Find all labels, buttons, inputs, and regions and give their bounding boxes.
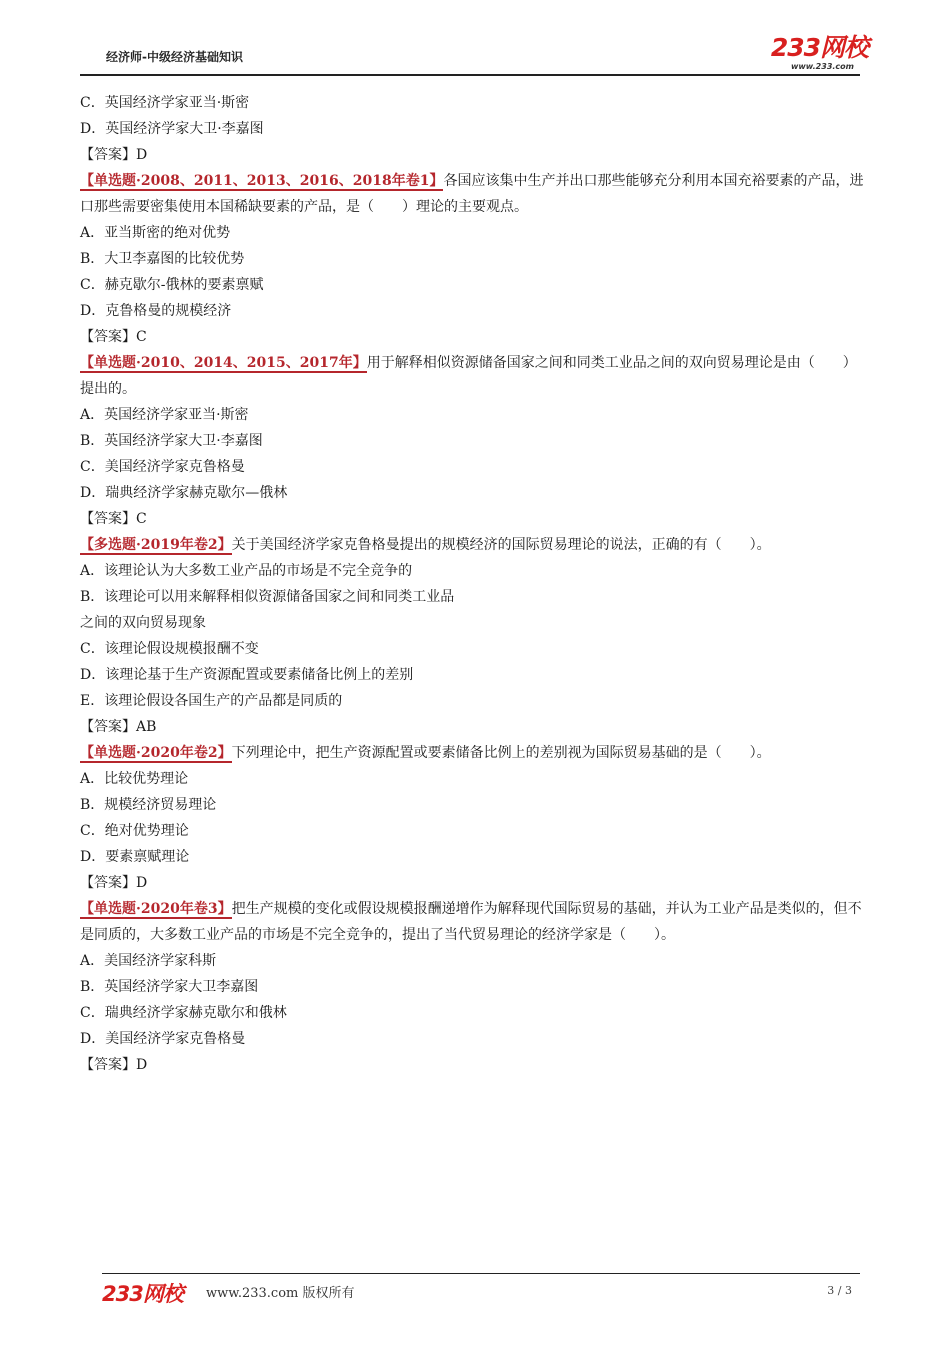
option-line: A．美国经济学家科斯 [80,953,217,969]
answer-line: 【答案】C [80,329,147,345]
option-line: C．该理论假设规模报酬不变 [80,641,259,657]
option-line: C．赫克歇尔-俄林的要素禀赋 [80,277,264,293]
question-tag: 【单选题·2020年卷2】 [80,745,232,761]
answer-line: 【答案】D [80,147,148,163]
answer-line: 【答案】AB [80,719,157,735]
option-line: D．要素禀赋理论 [80,849,190,865]
option-line: D．美国经济学家克鲁格曼 [80,1031,246,1047]
header-title: 经济师-中级经济基础知识 [106,50,243,64]
page-footer [102,1278,860,1306]
question-tag: 【单选题·2020年卷3】 [80,901,232,917]
option-line: D．英国经济学家大卫·李嘉图 [80,121,264,137]
brand-logo [748,34,868,74]
answer-line: 【答案】D [80,1057,148,1073]
option-line-continued: 之间的双向贸易现象 [80,615,206,631]
option-line: B．大卫李嘉图的比较优势 [80,251,245,267]
logo-text: 233网校 [770,33,868,62]
question-tag: 【单选题·2010、2014、2015、2017年】 [80,355,367,371]
question-1 [80,168,870,220]
question-3 [80,532,870,558]
page-number: 3 / 3 [827,1284,852,1297]
option-line: D．瑞典经济学家赫克歇尔—俄林 [80,485,288,501]
question-5 [80,896,870,948]
option-line: C．瑞典经济学家赫克歇尔和俄林 [80,1005,287,1021]
option-line: A．英国经济学家亚当·斯密 [80,407,249,423]
option-line: C．美国经济学家克鲁格曼 [80,459,245,475]
option-line: A．亚当斯密的绝对优势 [80,225,231,241]
question-tag: 【单选题·2008、2011、2013、2016、2018年卷1】 [80,173,444,189]
option-line: B．规模经济贸易理论 [80,797,217,813]
footer-divider [102,1273,860,1274]
option-line: C．英国经济学家亚当·斯密 [80,95,250,111]
option-line: A．比较优势理论 [80,771,189,787]
question-4 [80,740,870,766]
option-line: C．绝对优势理论 [80,823,189,839]
question-2 [80,350,870,402]
option-line: D．克鲁格曼的规模经济 [80,303,232,319]
question-text: 各国应该集中生产并出口那些能够充分利用本国充裕要素的产品，进口那些需要密集使用本国稀缺要素的产品，是（ ）理论的主要观点。 [80,173,864,215]
question-text: 把生产规模的变化或假设规模报酬递增作为解释现代国际贸易的基础，并认为工业产品是类似的，但不是同质的，大多数工业产品的市场是不完全竞争的，提出了当代贸易理论的经济学家是（ ）。 [80,901,862,943]
logo-url: www.233.com [790,62,854,71]
option-line: D．该理论基于生产资源配置或要素储备比例上的差别 [80,667,414,683]
option-line: B．英国经济学家大卫·李嘉图 [80,433,263,449]
option-line: B．该理论可以用来解释相似资源储备国家之间和同类工业品 [80,589,455,605]
answer-line: 【答案】C [80,511,147,527]
option-line: A．该理论认为大多数工业产品的市场是不完全竞争的 [80,563,413,579]
question-tag: 【多选题·2019年卷2】 [80,537,232,553]
option-line: E．该理论假设各国生产的产品都是同质的 [80,693,343,709]
option-line: B．英国经济学家大卫李嘉图 [80,979,259,995]
footer-copyright: www.233.com 版权所有 [206,1286,355,1301]
header-divider [80,74,860,76]
question-text: 关于美国经济学家克鲁格曼提出的规模经济的国际贸易理论的说法，正确的有（ ）。 [231,537,771,553]
question-text: 用于解释相似资源储备国家之间和同类工业品之间的双向贸易理论是由（ ）提出的。 [80,355,857,397]
question-text: 下列理论中，把生产资源配置或要素储备比例上的差别视为国际贸易基础的是（ ）。 [231,745,771,761]
answer-line: 【答案】D [80,875,148,891]
page-header [80,34,868,76]
document-body [80,90,870,1078]
footer-logo: 233网校 [102,1282,183,1306]
